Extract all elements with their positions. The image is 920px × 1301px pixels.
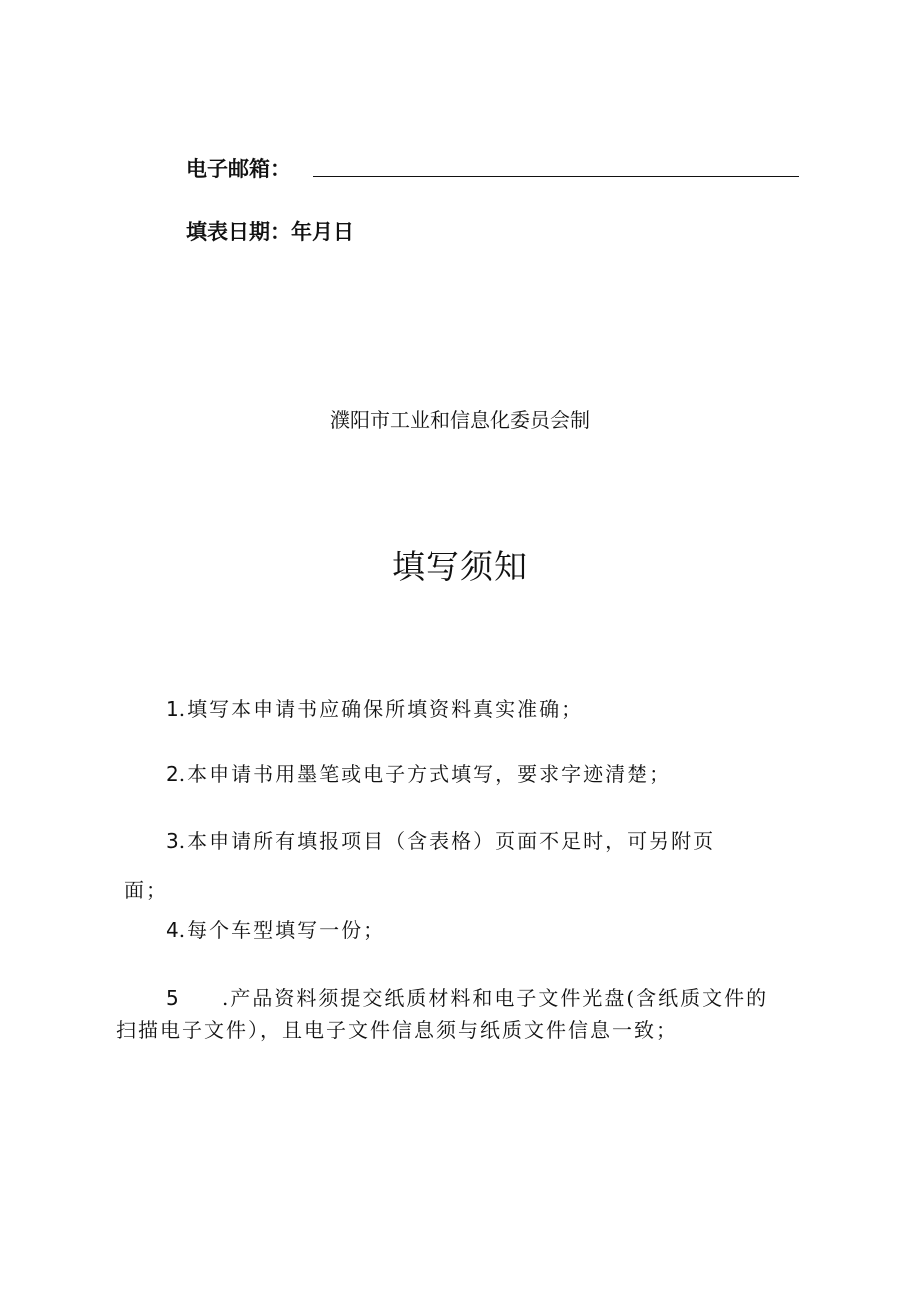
notice-item-number: 3 (166, 829, 179, 853)
notice-item-5-continuation: 扫描电子文件），且电子文件信息须与纸质文件信息一致； (116, 1018, 678, 1042)
notice-item-3-continuation: 面； (124, 878, 168, 902)
notice-item-5 (166, 983, 768, 1013)
notice-item-4 (166, 915, 385, 945)
email-blank-line (313, 176, 799, 177)
notice-item-text: .本申请书用墨笔或电子方式填写，要求字迹清楚； (178, 762, 672, 786)
notice-item-text: .填写本申请书应确保所填资料真实准确； (178, 697, 584, 721)
notice-item-number: 1 (166, 697, 179, 721)
notice-item-1 (166, 694, 583, 724)
notice-item-number: 5 (166, 986, 179, 1010)
notice-item-number: 4 (166, 918, 179, 942)
notice-title: 填写须知 (392, 547, 528, 586)
email-field-label: 电子邮箱： (186, 157, 291, 181)
notice-item-text: .每个车型填写一份； (178, 918, 386, 942)
notice-item-3 (166, 826, 715, 856)
notice-item-number: 2 (166, 762, 179, 786)
notice-item-text: .产品资料须提交纸质材料和电子文件光盘(含纸质文件的 (222, 986, 769, 1010)
issuer-line: 濮阳市工业和信息化委员会制 (330, 408, 590, 432)
notice-item-2 (166, 759, 671, 789)
notice-item-text: .本申请所有填报项目（含表格）页面不足时，可另附页 (178, 829, 716, 853)
fill-date-label: 填表日期：年月日 (186, 220, 354, 244)
